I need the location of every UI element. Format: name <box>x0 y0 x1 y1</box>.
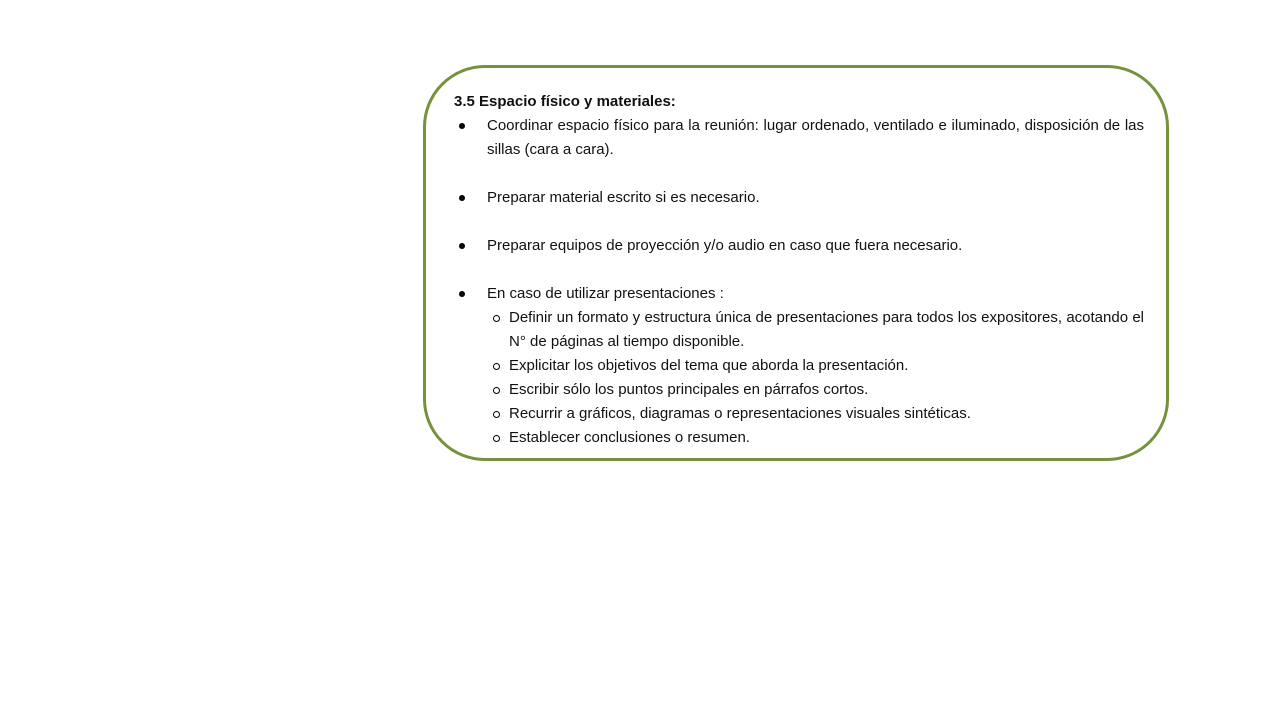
sub-item-text: Definir un formato y estructura única de presentaciones para todos los expositores, acotando el N° de páginas al tiempo disponible. <box>509 309 1144 350</box>
bullet-dot-icon <box>459 291 465 297</box>
sub-list <box>487 306 1144 450</box>
bullet-list <box>454 114 1144 450</box>
bullet-dot-icon <box>459 195 465 201</box>
circle-bullet-icon <box>493 315 500 322</box>
sub-list-item <box>487 402 1144 426</box>
bullet-text: En caso de utilizar presentaciones : <box>487 285 724 302</box>
sub-list-item <box>487 306 1144 354</box>
circle-bullet-icon <box>493 363 500 370</box>
bullet-item <box>454 234 1144 258</box>
section-content <box>454 90 1144 450</box>
bullet-item <box>454 282 1144 450</box>
bullet-item <box>454 186 1144 210</box>
sub-list-item <box>487 426 1144 450</box>
circle-bullet-icon <box>493 387 500 394</box>
sub-list-item <box>487 354 1144 378</box>
sub-item-text: Explicitar los objetivos del tema que aborda la presentación. <box>509 357 909 374</box>
bullet-dot-icon <box>459 123 465 129</box>
bullet-text: Preparar equipos de proyección y/o audio en caso que fuera necesario. <box>487 237 963 254</box>
sub-item-text: Recurrir a gráficos, diagramas o representaciones visuales sintéticas. <box>509 405 971 422</box>
bullet-text: Coordinar espacio físico para la reunión: lugar ordenado, ventilado e iluminado, disposición de las sillas (cara a cara). <box>487 117 1144 158</box>
section-heading: 3.5 Espacio físico y materiales: <box>454 93 676 110</box>
bullet-dot-icon <box>459 243 465 249</box>
bullet-item <box>454 114 1144 162</box>
bullet-text: Preparar material escrito si es necesario. <box>487 189 760 206</box>
sub-list-item <box>487 378 1144 402</box>
sub-item-text: Establecer conclusiones o resumen. <box>509 429 750 446</box>
circle-bullet-icon <box>493 435 500 442</box>
circle-bullet-icon <box>493 411 500 418</box>
sub-item-text: Escribir sólo los puntos principales en párrafos cortos. <box>509 381 869 398</box>
